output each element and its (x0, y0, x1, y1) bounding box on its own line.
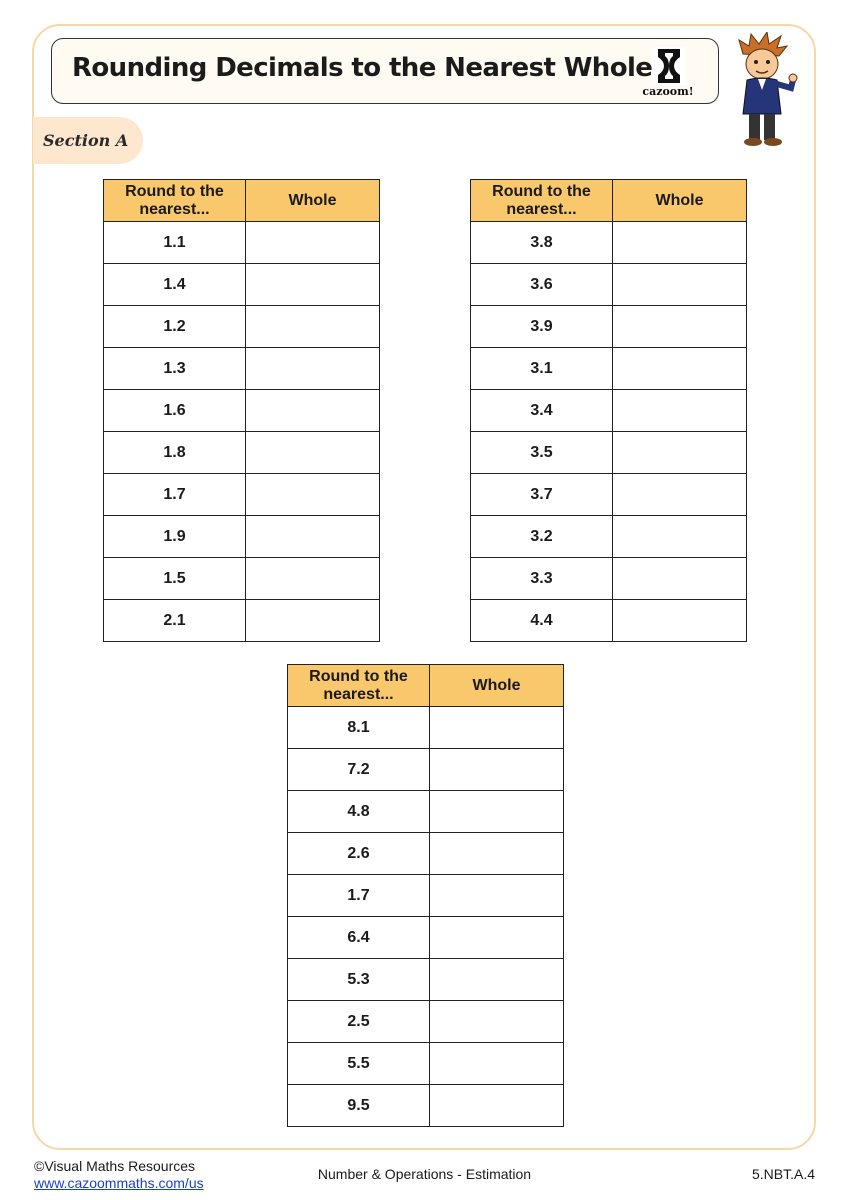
table-header-row (288, 665, 564, 707)
table-header-row (471, 180, 747, 222)
title-box (51, 38, 719, 104)
column-header-whole: Whole (613, 180, 747, 222)
footer-standard-code: 5.NBT.A.4 (751, 1166, 815, 1182)
table-row (471, 306, 747, 348)
table-row (104, 474, 380, 516)
table-row (288, 959, 564, 1001)
table-row (104, 390, 380, 432)
table-row (471, 432, 747, 474)
decimal-value: 1.2 (104, 306, 246, 348)
table-row (104, 222, 380, 264)
decimal-value: 6.4 (288, 917, 430, 959)
decimal-value: 1.9 (104, 516, 246, 558)
answer-cell[interactable] (613, 264, 747, 306)
answer-cell[interactable] (613, 222, 747, 264)
table-row (288, 791, 564, 833)
answer-cell[interactable] (613, 390, 747, 432)
decimal-value: 2.5 (288, 1001, 430, 1043)
table-row (288, 875, 564, 917)
decimal-value: 4.4 (471, 600, 613, 642)
decimal-value: 3.7 (471, 474, 613, 516)
table-row (471, 348, 747, 390)
answer-cell[interactable] (430, 875, 564, 917)
table-row (471, 600, 747, 642)
decimal-value: 1.6 (104, 390, 246, 432)
table-row (104, 264, 380, 306)
logo-text: cazoom! (642, 85, 694, 98)
table-row (104, 432, 380, 474)
answer-cell[interactable] (613, 306, 747, 348)
decimal-value: 1.3 (104, 348, 246, 390)
decimal-value: 2.6 (288, 833, 430, 875)
decimal-value: 1.7 (104, 474, 246, 516)
column-header-round: Round to the nearest... (104, 180, 246, 222)
decimal-value: 5.5 (288, 1043, 430, 1085)
answer-cell[interactable] (246, 306, 380, 348)
table-row (471, 222, 747, 264)
footer-website-link[interactable]: www.cazoommaths.com/us (34, 1175, 204, 1191)
decimal-value: 3.6 (471, 264, 613, 306)
decimal-value: 9.5 (288, 1085, 430, 1127)
decimal-value: 7.2 (288, 749, 430, 791)
answer-cell[interactable] (430, 833, 564, 875)
rounding-table-3 (287, 664, 564, 1127)
answer-cell[interactable] (246, 264, 380, 306)
answer-cell[interactable] (430, 1085, 564, 1127)
table-row (471, 516, 747, 558)
answer-cell[interactable] (430, 707, 564, 749)
table-row (471, 390, 747, 432)
table-row (471, 558, 747, 600)
footer-topic: Number & Operations - Estimation (317, 1166, 532, 1182)
rounding-table-2 (470, 179, 747, 642)
table-row (471, 474, 747, 516)
answer-cell[interactable] (246, 516, 380, 558)
table-row (288, 1085, 564, 1127)
decimal-value: 3.2 (471, 516, 613, 558)
column-header-whole: Whole (430, 665, 564, 707)
answer-cell[interactable] (246, 222, 380, 264)
answer-cell[interactable] (613, 600, 747, 642)
worksheet-title: Rounding Decimals to the Nearest Whole (72, 53, 653, 83)
answer-cell[interactable] (613, 516, 747, 558)
table-row (104, 306, 380, 348)
table-row (288, 1001, 564, 1043)
answer-cell[interactable] (246, 600, 380, 642)
table-header-row (104, 180, 380, 222)
footer-copyright: ©Visual Maths Resources (34, 1158, 196, 1174)
table-row (288, 749, 564, 791)
decimal-value: 5.3 (288, 959, 430, 1001)
column-header-round: Round to the nearest... (471, 180, 613, 222)
table-row (104, 348, 380, 390)
answer-cell[interactable] (430, 749, 564, 791)
decimal-value: 3.4 (471, 390, 613, 432)
table-row (104, 516, 380, 558)
column-header-round: Round to the nearest... (288, 665, 430, 707)
rounding-table-1 (103, 179, 380, 642)
decimal-value: 1.8 (104, 432, 246, 474)
decimal-value: 2.1 (104, 600, 246, 642)
decimal-value: 3.5 (471, 432, 613, 474)
decimal-value: 3.8 (471, 222, 613, 264)
answer-cell[interactable] (246, 432, 380, 474)
decimal-value: 3.3 (471, 558, 613, 600)
section-label: Section A (43, 131, 129, 150)
decimal-value: 3.9 (471, 306, 613, 348)
section-tab (33, 117, 143, 164)
answer-cell[interactable] (613, 348, 747, 390)
table-row (104, 600, 380, 642)
column-header-whole: Whole (246, 180, 380, 222)
table-row (104, 558, 380, 600)
answer-cell[interactable] (246, 390, 380, 432)
table-row (471, 264, 747, 306)
decimal-value: 1.7 (288, 875, 430, 917)
answer-cell[interactable] (430, 917, 564, 959)
answer-cell[interactable] (246, 558, 380, 600)
answer-cell[interactable] (430, 959, 564, 1001)
table-row (288, 1043, 564, 1085)
decimal-value: 1.5 (104, 558, 246, 600)
table-row (288, 833, 564, 875)
decimal-value: 4.8 (288, 791, 430, 833)
decimal-value: 3.1 (471, 348, 613, 390)
decimal-value: 1.4 (104, 264, 246, 306)
table-row (288, 917, 564, 959)
decimal-value: 8.1 (288, 707, 430, 749)
answer-cell[interactable] (246, 474, 380, 516)
answer-cell[interactable] (613, 432, 747, 474)
answer-cell[interactable] (246, 348, 380, 390)
answer-cell[interactable] (430, 791, 564, 833)
table-row (288, 707, 564, 749)
boy-mascot-icon (729, 32, 799, 150)
cazoom-logo-icon (652, 47, 686, 85)
answer-cell[interactable] (430, 1001, 564, 1043)
cazoom-logo (636, 45, 700, 99)
decimal-value: 1.1 (104, 222, 246, 264)
answer-cell[interactable] (430, 1043, 564, 1085)
answer-cell[interactable] (613, 558, 747, 600)
answer-cell[interactable] (613, 474, 747, 516)
